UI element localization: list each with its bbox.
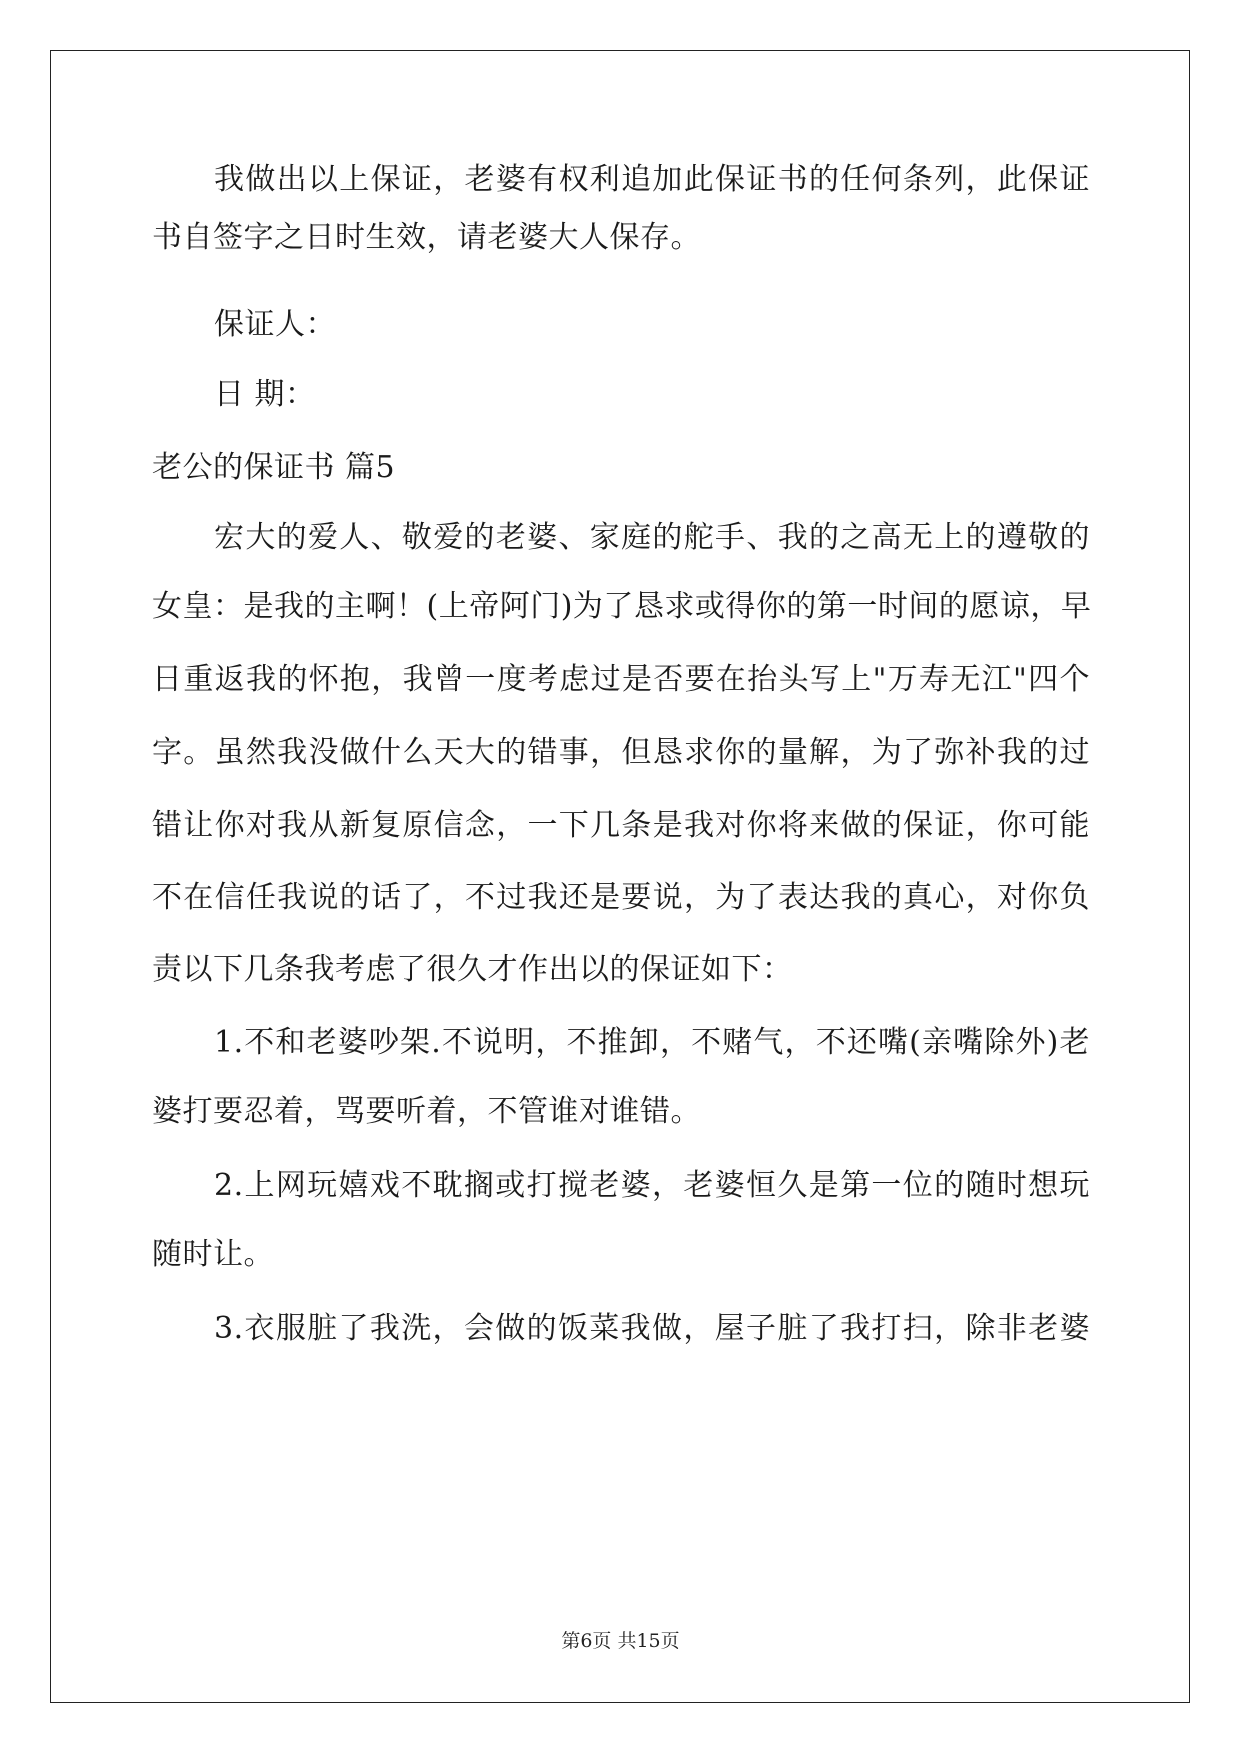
text-line: 错让你对我从新复原信念，一下几条是我对你将来做的保证，你可能 — [152, 808, 1090, 843]
text-line: 日重返我的怀抱，我曾一度考虑过是否要在抬头写上"万寿无江"四个 — [152, 662, 1090, 697]
text-line: 3.衣服脏了我洗，会做的饭菜我做，屋子脏了我打扫，除非老婆 — [214, 1311, 1090, 1346]
text-line: 女皇：是我的主啊！(上帝阿门)为了恳求或得你的第一时间的愿谅，早 — [152, 589, 1092, 624]
text-line: 随时让。 — [152, 1237, 274, 1272]
text-line: 责以下几条我考虑了很久才作出以的保证如下： — [152, 952, 793, 987]
section-heading: 老公的保证书 篇5 — [152, 450, 396, 485]
page-frame — [50, 50, 1190, 1703]
text-line: 宏大的爱人、敬爱的老婆、家庭的舵手、我的之高无上的遵敬的 — [214, 520, 1090, 555]
text-line: 日 期： — [214, 377, 316, 412]
text-line: 我做出以上保证，老婆有权利追加此保证书的任何条列，此保证 — [214, 162, 1090, 197]
text-line: 婆打要忍着，骂要听着，不管谁对谁错。 — [152, 1094, 701, 1129]
text-line: 2.上网玩嬉戏不耽搁或打搅老婆，老婆恒久是第一位的随时想玩 — [214, 1168, 1090, 1203]
text-line: 不在信任我说的话了，不过我还是要说，为了表达我的真心，对你负 — [152, 880, 1090, 915]
text-line: 1.不和老婆吵架.不说明，不推卸，不赌气，不还嘴(亲嘴除外)老 — [214, 1025, 1090, 1060]
text-line: 字。虽然我没做什么天大的错事，但恳求你的量解，为了弥补我的过 — [152, 735, 1090, 770]
page-number-footer: 第6页 共15页 — [561, 1630, 680, 1652]
text-line: 书自签字之日时生效，请老婆大人保存。 — [152, 220, 701, 255]
text-line: 保证人： — [214, 307, 336, 342]
